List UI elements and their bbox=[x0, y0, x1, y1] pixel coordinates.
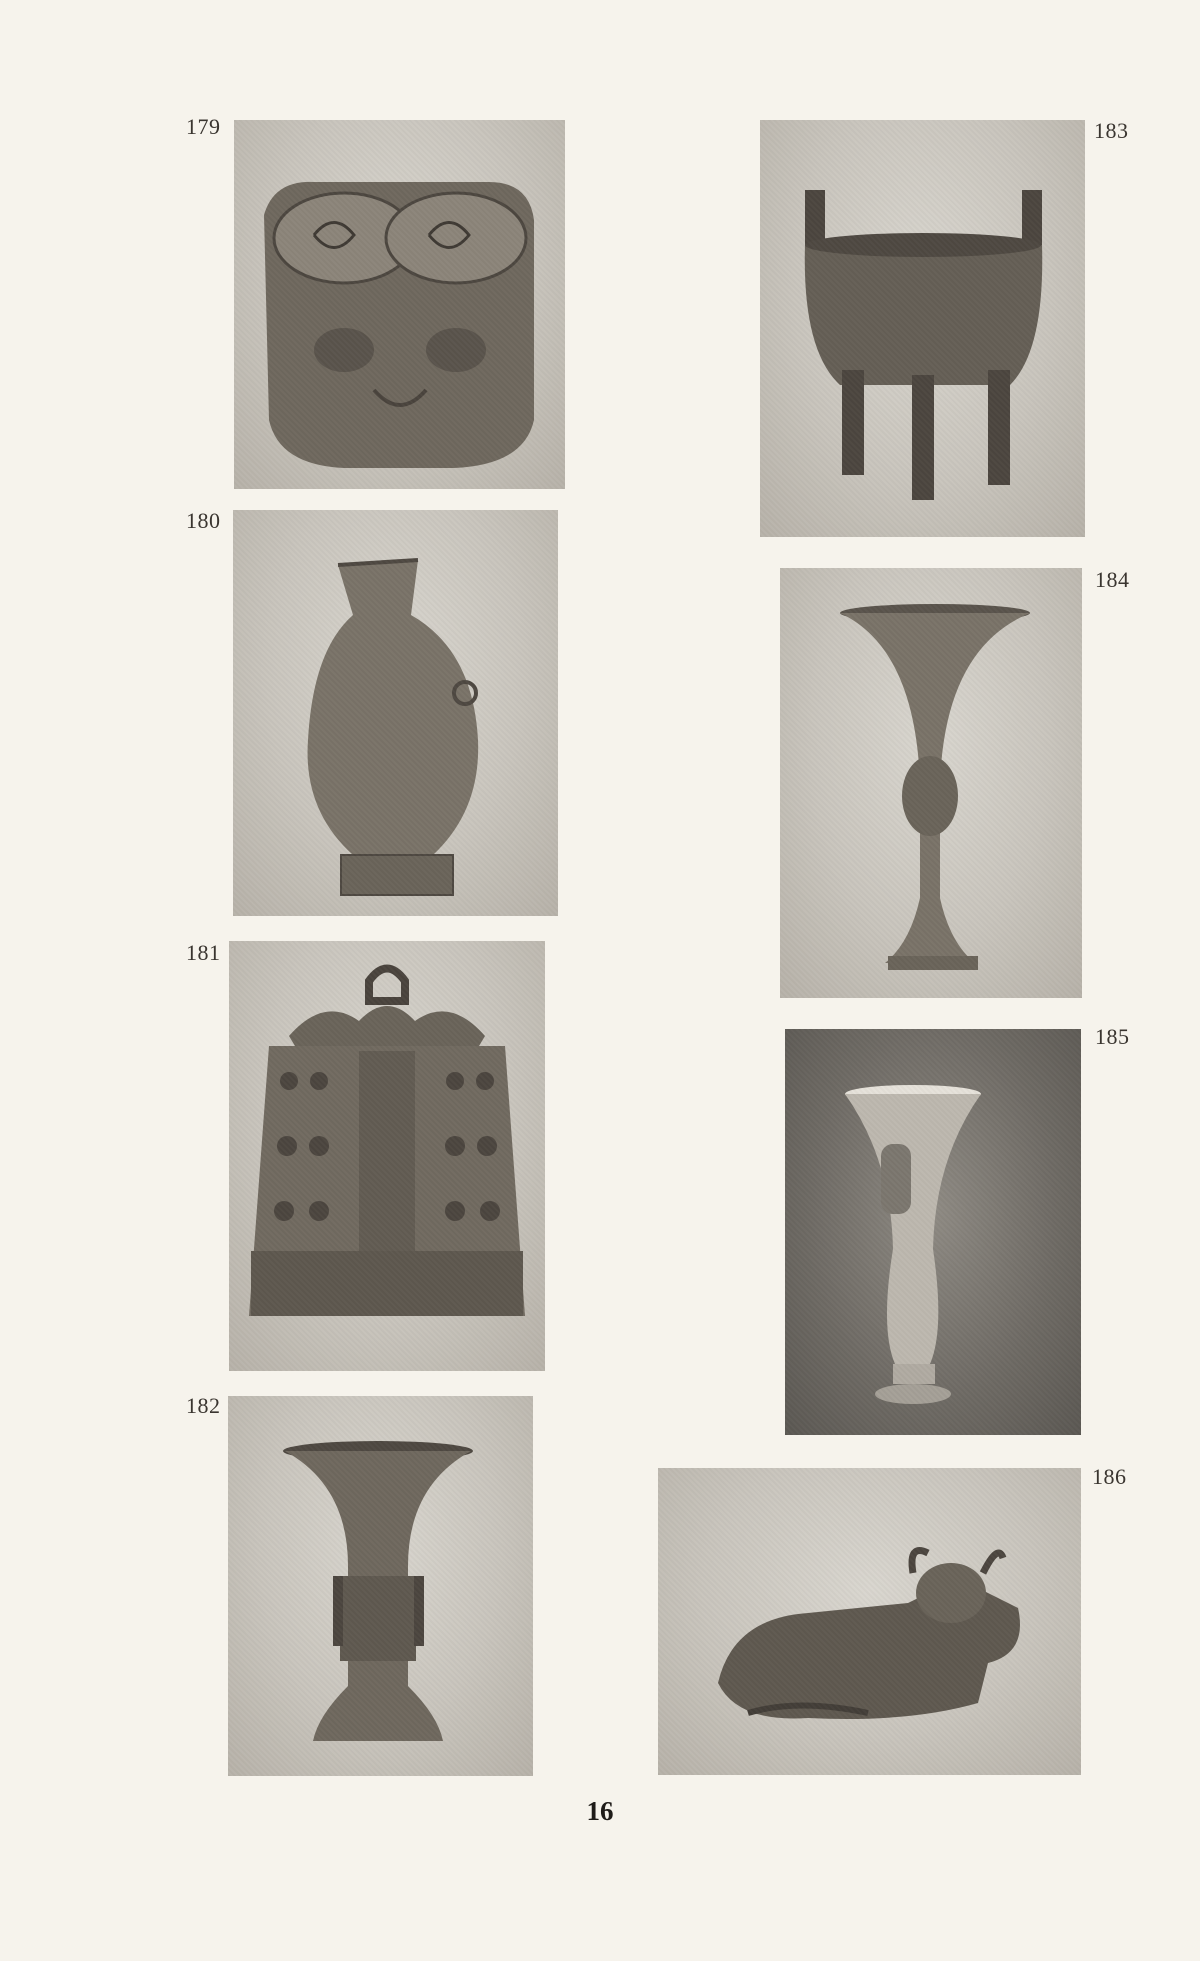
bronze-slender-vase-illustration bbox=[785, 1029, 1081, 1435]
figure-number-186: 186 bbox=[1092, 1464, 1127, 1489]
plate-183-tripod-cauldron bbox=[760, 120, 1085, 537]
bronze-tripod-illustration bbox=[760, 120, 1085, 537]
figure-number-185: 185 bbox=[1095, 1024, 1130, 1049]
bronze-vase-illustration bbox=[233, 510, 558, 916]
bronze-reclining-bull-illustration bbox=[658, 1468, 1081, 1775]
plate-186-reclining-bull bbox=[658, 1468, 1081, 1775]
figure-number-183: 183 bbox=[1094, 118, 1129, 143]
plate-180-vase bbox=[233, 510, 558, 916]
figure-number-182: 182 bbox=[186, 1393, 221, 1418]
bronze-tall-vase-illustration bbox=[780, 568, 1082, 998]
figure-number-180: 180 bbox=[186, 508, 221, 533]
plate-182-beaker bbox=[228, 1396, 533, 1776]
plate-181-bell bbox=[229, 941, 545, 1371]
figure-number-179: 179 bbox=[186, 114, 221, 139]
bronze-mask-vessel-illustration bbox=[234, 120, 565, 489]
bronze-beaker-illustration bbox=[228, 1396, 533, 1776]
figure-number-181: 181 bbox=[186, 940, 221, 965]
bronze-bell-illustration bbox=[229, 941, 545, 1371]
figure-number-184: 184 bbox=[1095, 567, 1130, 592]
page-number: 16 bbox=[586, 1796, 614, 1826]
plate-179-mask-vessel bbox=[234, 120, 565, 489]
plate-184-tall-vase bbox=[780, 568, 1082, 998]
plate-185-slender-vase bbox=[785, 1029, 1081, 1435]
